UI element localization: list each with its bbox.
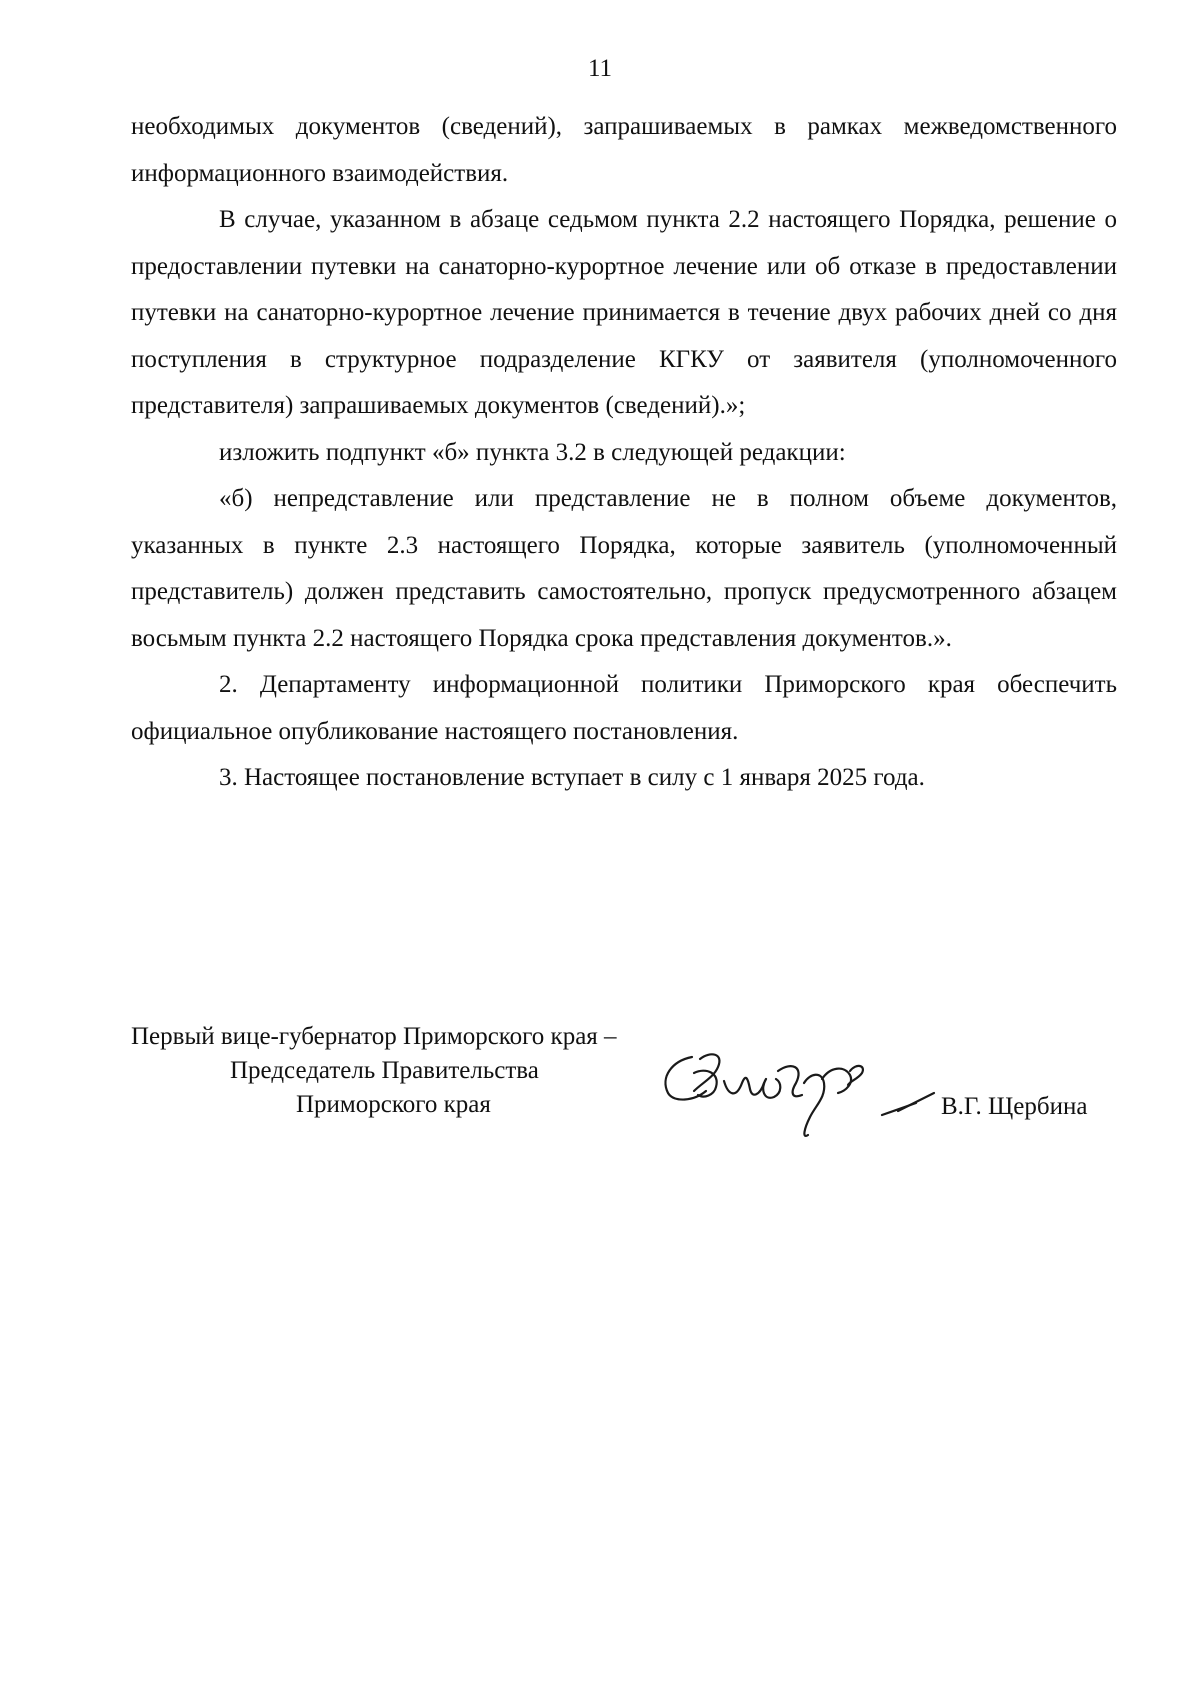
handwritten-signature xyxy=(654,1043,939,1158)
paragraph-subpoint-b: «б) непредставление или представление не в полном объеме документов, указанных в пункте 2.3 настоящего Порядка, которые заявитель (уполномоченный представитель) должен представить самостоятельно, пропуск предусмотренного абзацем восьмым пункта 2.2 настоящего Порядка срока представления документов.». xyxy=(131,485,1117,652)
paragraph-continuation: необходимых документов (сведений), запрашиваемых в рамках межведомственного информационного взаимодействия. xyxy=(131,113,1117,187)
page-number: 11 xyxy=(587,55,613,82)
signatory-position-line2: Председатель Правительства xyxy=(230,1057,539,1084)
signatory-position xyxy=(131,1020,617,1122)
signatory-position-line1: Первый вице-губернатор Приморского края – xyxy=(131,1023,617,1050)
document-body xyxy=(131,104,1117,802)
paragraph-case-clause: В случае, указанном в абзаце седьмом пункта 2.2 настоящего Порядка, решение о предоставлении путевки на санаторно-курортное лечение или об отказе в предоставлении путевки на санаторно-курортное лечение принимается в течение двух рабочих дней со дня поступления в структурное подразделение КГКУ от заявителя (уполномоченного представителя) запрашиваемых документов (сведений).»; xyxy=(131,206,1117,419)
paragraph-amend-instruction: изложить подпункт «б» пункта 3.2 в следующей редакции: xyxy=(219,438,846,466)
paragraph-item-3: 3. Настоящее постановление вступает в силу с 1 января 2025 года. xyxy=(219,764,925,791)
paragraph-item-2: 2. Департаменту информационной политики Приморского края обеспечить официальное опубликование настоящего постановления. xyxy=(131,671,1117,745)
signatory-position-line3: Приморского края xyxy=(296,1091,491,1118)
signer-name: В.Г. Щербина xyxy=(941,1093,1088,1120)
